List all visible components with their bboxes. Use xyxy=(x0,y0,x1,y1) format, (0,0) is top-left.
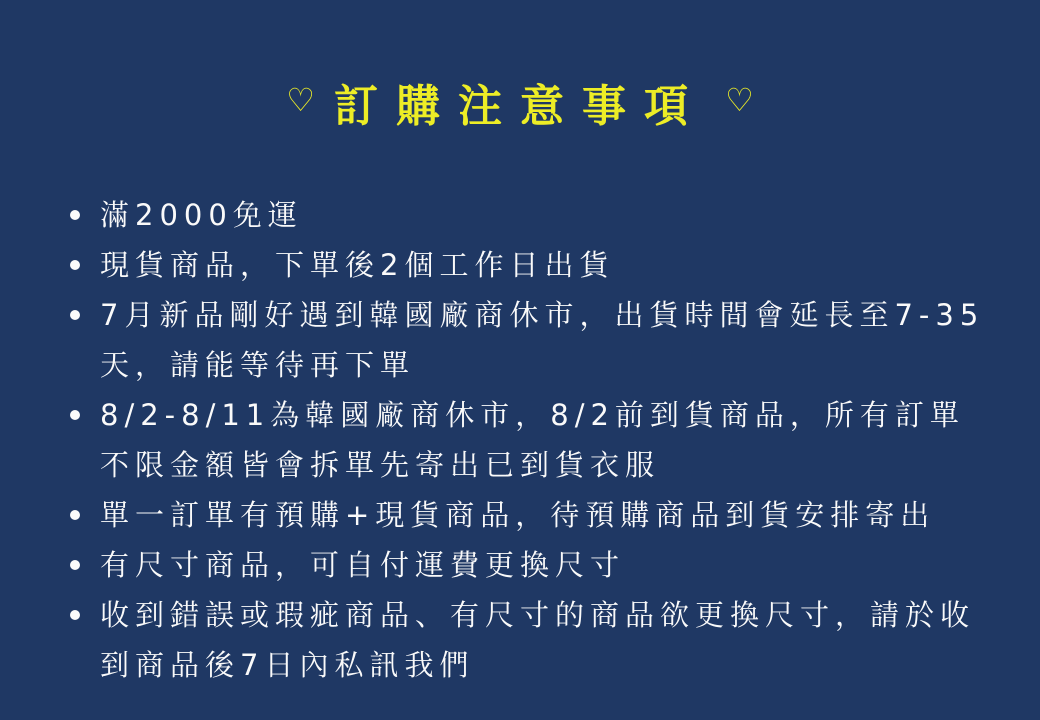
page-title: 訂購注意事項 xyxy=(334,81,706,132)
heart-left-icon: ♡ xyxy=(286,81,315,119)
list-item: 有尺寸商品，可自付運費更換尺寸 xyxy=(100,540,985,590)
list-item: 收到錯誤或瑕疵商品、有尺寸的商品欲更換尺寸，請於收到商品後7日內私訊我們 xyxy=(100,590,985,690)
order-notes-list xyxy=(0,190,1040,690)
heart-right-icon: ♡ xyxy=(725,81,754,119)
list-item: 單一訂單有預購+現貨商品，待預購商品到貨安排寄出 xyxy=(100,490,985,540)
list-item: 現貨商品，下單後2個工作日出貨 xyxy=(100,240,985,290)
slide-title-row xyxy=(0,0,1040,134)
list-item: 8/2-8/11為韓國廠商休市，8/2前到貨商品，所有訂單不限金額皆會拆單先寄出已到貨衣服 xyxy=(100,390,985,490)
list-item: 滿2000免運 xyxy=(100,190,985,240)
list-item: 7月新品剛好遇到韓國廠商休市，出貨時間會延長至7-35天，請能等待再下單 xyxy=(100,290,985,390)
